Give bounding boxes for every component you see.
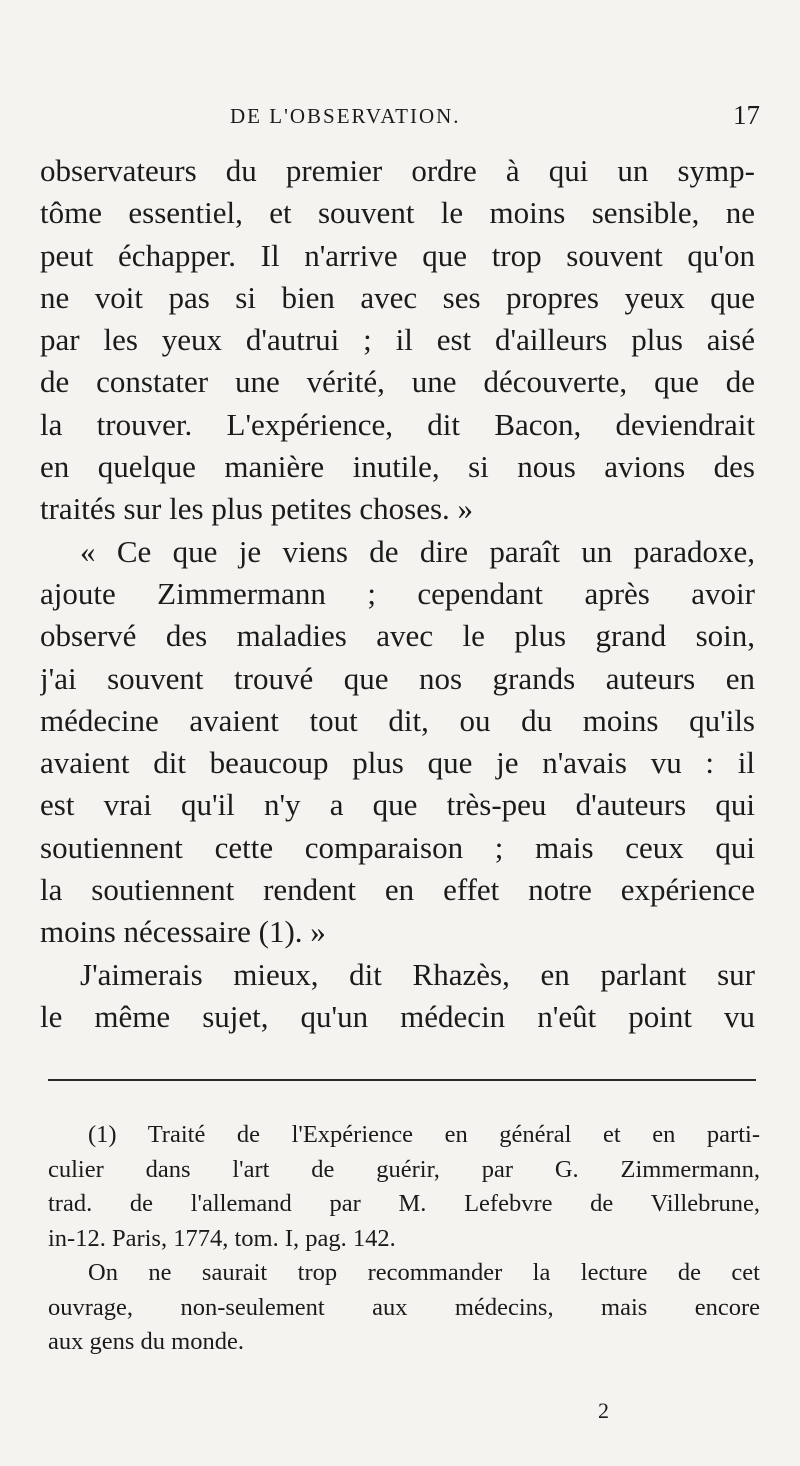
footnote-line: ouvrage, non-seulement aux médecins, mais encore xyxy=(48,1293,760,1321)
text-line: en quelque manière inutile, si nous avions des xyxy=(40,449,755,485)
text-line: J'aimerais mieux, dit Rhazès, en parlant sur xyxy=(80,956,755,992)
text-line: la soutiennent rendent en effet notre expérience xyxy=(40,872,755,908)
running-head: DE L'OBSERVATION. xyxy=(230,104,461,128)
text-line: moins nécessaire (1). » xyxy=(40,914,326,950)
text-line: par les yeux d'autrui ; il est d'ailleurs plus aisé xyxy=(40,322,755,358)
text-line: observé des maladies avec le plus grand soin, xyxy=(40,618,755,654)
text-line: le même sujet, qu'un médecin n'eût point vu xyxy=(40,998,755,1034)
text-line: la trouver. L'expérience, dit Bacon, deviendrait xyxy=(40,406,755,442)
text-line: de constater une vérité, une découverte, que de xyxy=(40,364,755,400)
text-line: tôme essentiel, et souvent le moins sensible, ne xyxy=(40,195,755,231)
text-line: ne voit pas si bien avec ses propres yeux que xyxy=(40,279,755,315)
text-line: soutiennent cette comparaison ; mais ceux qui xyxy=(40,829,755,865)
footnote-rule xyxy=(48,1079,756,1081)
footnotes xyxy=(48,1118,760,1360)
footnote-line: in-12. Paris, 1774, tom. I, pag. 142. xyxy=(48,1224,396,1252)
page-header xyxy=(40,100,760,140)
text-line: avaient dit beaucoup plus que je n'avais vu : il xyxy=(40,745,755,781)
text-line: observateurs du premier ordre à qui un symp- xyxy=(40,153,755,188)
signature-mark: 2 xyxy=(598,1398,609,1423)
text-line: « Ce que je viens de dire paraît un paradoxe, xyxy=(80,533,755,569)
footnote-line: aux gens du monde. xyxy=(48,1328,244,1355)
text-line: traités sur les plus petites choses. » xyxy=(40,491,474,527)
text-line: peut échapper. Il n'arrive que trop souvent qu'on xyxy=(40,237,755,273)
text-line: j'ai souvent trouvé que nos grands auteurs en xyxy=(40,660,755,696)
footnote-line: culier dans l'art de guérir, par G. Zimmermann, xyxy=(48,1155,760,1183)
text-line: est vrai qu'il n'y a que très-peu d'auteurs qui xyxy=(40,787,755,823)
text-line: médecine avaient tout dit, ou du moins qu'ils xyxy=(40,702,755,738)
text-line: ajoute Zimmermann ; cependant après avoir xyxy=(40,575,755,611)
footnote-line: (1) Traité de l'Expérience en général et en parti- xyxy=(88,1121,760,1148)
footnote-line: trad. de l'allemand par M. Lefebvre de Villebrune, xyxy=(48,1190,760,1217)
footnote-line: On ne saurait trop recommander la lecture de cet xyxy=(88,1259,760,1286)
page-number: 17 xyxy=(733,100,760,130)
body-text xyxy=(40,150,755,1038)
